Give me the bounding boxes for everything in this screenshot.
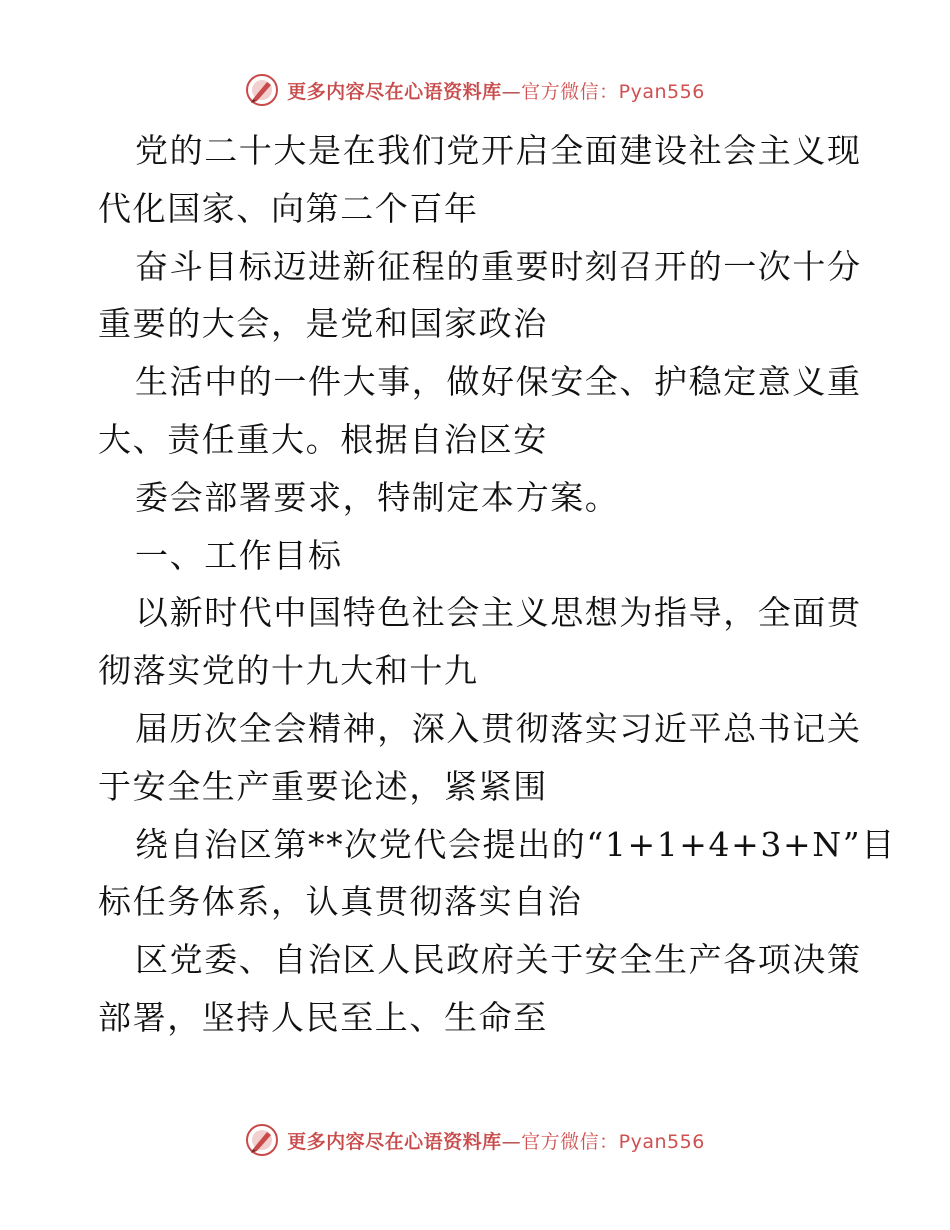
quill-pen-icon <box>245 73 279 107</box>
text-line: 绕自治区第**次党代会提出的“1+1+4+3+N”目 <box>135 824 896 864</box>
text-line: 于安全生产重要论述，紧紧围 <box>98 766 548 806</box>
text-line: 标任务体系，认真贯彻落实自治 <box>98 882 583 922</box>
text-line: 一、工作目标 <box>135 535 343 575</box>
text-line: 奋斗目标迈进新征程的重要时刻召开的一次十分 <box>135 246 862 286</box>
watermark-site: 更多内容尽在心语资料库 <box>287 80 502 103</box>
text-line: 党的二十大是在我们党开启全面建设社会主义现 <box>135 131 862 170</box>
text-line: 代化国家、向第二个百年 <box>98 188 479 228</box>
watermark-dash: — <box>501 1130 522 1153</box>
text-line: 部署，坚持人民至上、生命至 <box>98 997 548 1037</box>
text-line: 届历次全会精神，深入贯彻落实习近平总书记关 <box>135 708 862 748</box>
watermark-text <box>287 1127 705 1154</box>
watermark-site: 更多内容尽在心语资料库 <box>287 1130 502 1153</box>
quill-pen-icon <box>245 1123 279 1157</box>
text-line: 生活中的一件大事，做好保安全、护稳定意义重 <box>135 362 862 402</box>
watermark-dash: — <box>501 80 522 103</box>
text-line: 以新时代中国特色社会主义思想为指导，全面贯 <box>135 593 862 633</box>
header-watermark <box>0 70 950 110</box>
text-line: 彻落实党的十九大和十九 <box>98 651 479 691</box>
document-body <box>98 122 896 1047</box>
footer-watermark <box>0 1120 950 1160</box>
watermark-account: 官方微信：Pyan556 <box>521 1130 705 1153</box>
text-line: 大、责任重大。根据自治区安 <box>98 419 548 459</box>
text-line: 重要的大会，是党和国家政治 <box>98 304 548 344</box>
text-line: 委会部署要求，特制定本方案。 <box>135 477 620 517</box>
text-line: 区党委、自治区人民政府关于安全生产各项决策 <box>135 940 862 980</box>
watermark-text <box>287 77 705 104</box>
watermark-account: 官方微信：Pyan556 <box>521 80 705 103</box>
